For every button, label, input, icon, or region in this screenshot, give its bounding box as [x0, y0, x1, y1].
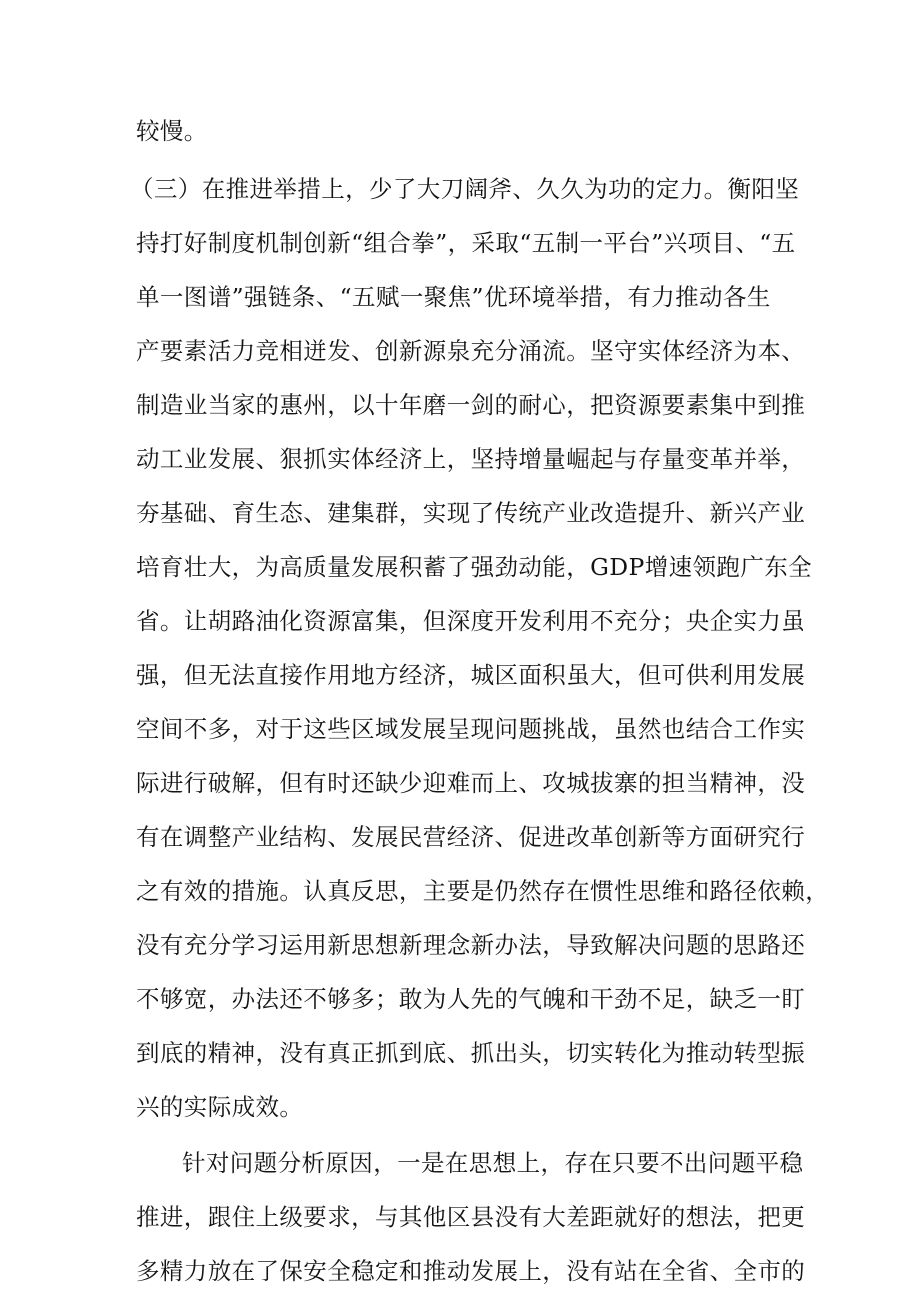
text-line: 之有效的措施。认真反思，主要是仍然存在惯性思维和路径依赖，	[136, 877, 830, 905]
text-line: 多精力放在了保安全稳定和推动发展上，没有站在全省、全市的	[136, 1257, 806, 1285]
text-line: 没有充分学习运用新思想新理念新办法，导致解决问题的思路还	[136, 931, 806, 959]
text-line: 制造业当家的惠州，以十年磨一剑的耐心，把资源要素集中到推	[136, 391, 806, 419]
text-line: 兴的实际成效。	[136, 1093, 304, 1121]
text-line: 省。让胡路油化资源富集，但深度开发利用不充分；央企实力虽	[136, 607, 806, 635]
text-line: 强，但无法直接作用地方经济，城区面积虽大，但可供利用发展	[136, 661, 806, 689]
text-line: 际进行破解，但有时还缺少迎难而上、攻城拔寨的担当精神，没	[136, 769, 806, 797]
text-line: 产要素活力竞相迸发、创新源泉充分涌流。坚守实体经济为本、	[136, 337, 806, 365]
paragraph-first-line: 针对问题分析原因，一是在思想上，存在只要不出问题平稳	[182, 1149, 804, 1177]
text-line: 较慢。	[136, 117, 208, 145]
text-line: 空间不多，对于这些区域发展呈现问题挑战，虽然也结合工作实	[136, 715, 806, 743]
text-line: 持打好制度机制创新“组合拳”，采取“五制一平台”兴项目、“五	[136, 229, 796, 257]
text-line: 推进，跟住上级要求，与其他区县没有大差距就好的想法，把更	[136, 1203, 806, 1231]
text-line: 培育壮大，为高质量发展积蓄了强劲动能，GDP增速领跑广东全	[136, 553, 813, 581]
text-line: 不够宽，办法还不够多；敢为人先的气魄和干劲不足，缺乏一盯	[136, 985, 806, 1013]
text-line: 到底的精神，没有真正抓到底、抓出头，切实转化为推动转型振	[136, 1039, 806, 1067]
text-line: 有在调整产业结构、发展民营经济、促进改革创新等方面研究行	[136, 823, 806, 851]
text-line: 动工业发展、狠抓实体经济上，坚持增量崛起与存量变革并举，	[136, 445, 806, 473]
section-heading-line: （三）在推进举措上，少了大刀阔斧、久久为功的定力。衡阳坚	[130, 175, 800, 203]
text-line: 夯基础、育生态、建集群，实现了传统产业改造提升、新兴产业	[136, 499, 806, 527]
text-line: 单一图谱”强链条、“五赋一聚焦”优环境举措，有力推动各生	[136, 283, 771, 311]
